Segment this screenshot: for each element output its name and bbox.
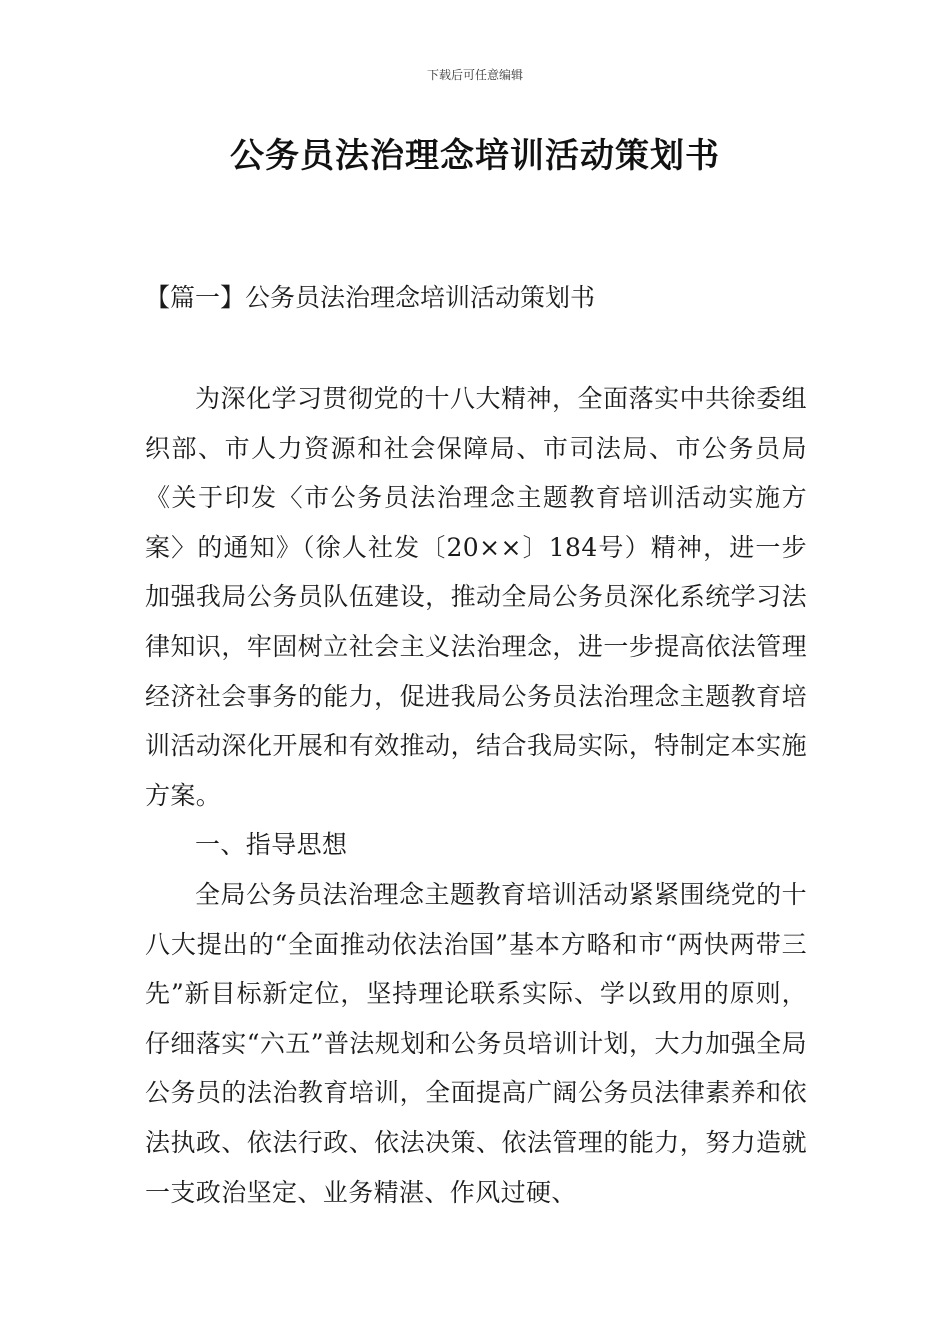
- section-heading: 【篇一】公务员法治理念培训活动策划书: [145, 283, 596, 312]
- header-note: 下载后可任意编辑: [426, 68, 523, 82]
- document-body: [145, 374, 807, 1217]
- subheading-guiding-thought: 一、指导思想: [195, 830, 348, 860]
- paragraph-guiding-thought: 全局公务员法治理念主题教育培训活动紧紧围绕党的十八大提出的“全面推动依法治国”基本方略和市“两快两带三先”新目标新定位，坚持理论联系实际、学以致用的原则，仔细落实“六五”普法规划和公务员培训计划，大力加强全局公务员的法治教育培训，全面提高广阔公务员法律素养和依法执政、依法行政、依法决策、依法管理的能力，努力造就一支政治坚定、业务精湛、作风过硬、: [145, 879, 807, 1207]
- paragraph-intro: 为深化学习贯彻党的十八大精神，全面落实中共徐委组织部、市人力资源和社会保障局、市司法局、市公务员局《关于印发〈市公务员法治理念主题教育培训活动实施方案〉的通知》（徐人社发〔20××〕184号）精神，进一步加强我局公务员队伍建设，推动全局公务员深化系统学习法律知识，牢固树立社会主义法治理念，进一步提高依法管理经济社会事务的能力，促进我局公务员法治理念主题教育培训活动深化开展和有效推动，结合我局实际，特制定本实施方案。: [145, 384, 807, 810]
- document-title: 公务员法治理念培训活动策划书: [230, 136, 720, 176]
